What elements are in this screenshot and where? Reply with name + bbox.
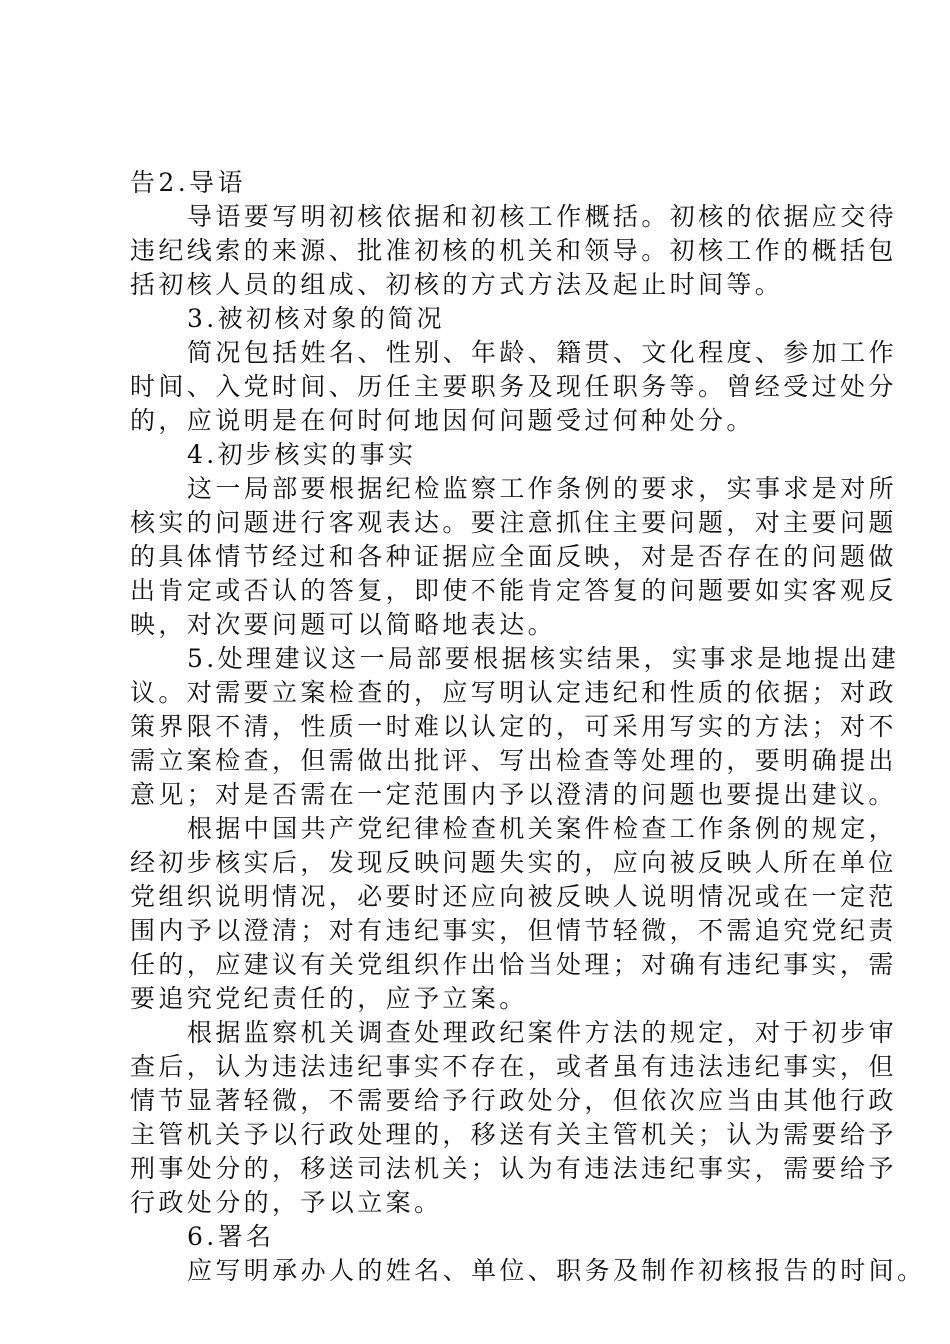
text-line: 策界限不清，性质一时难以认定的，可采用写实的方法；对不 xyxy=(130,712,897,741)
text-line: 违纪线索的来源、批准初核的机关和领导。初核工作的概括包 xyxy=(130,236,897,265)
text-line: 简况包括姓名、性别、年龄、籍贯、文化程度、参加工作 xyxy=(187,338,898,367)
text-line: 查后，认为违法违纪事实不存在，或者虽有违法违纪事实，但 xyxy=(130,1052,897,1081)
text-line: 的，应说明是在何时何地因何问题受过何种处分。 xyxy=(130,406,755,435)
text-line: 需立案检查，但需做出批评、写出检查等处理的，要明确提出 xyxy=(130,746,897,775)
section-heading: 4.初步核实的事实 xyxy=(187,440,417,469)
text-line: 经初步核实后，发现反映问题失实的，应向被反映人所在单位 xyxy=(130,848,897,877)
text-line: 出肯定或否认的答复，即使不能肯定答复的问题要如实客观反 xyxy=(130,576,897,605)
text-line: 映，对次要问题可以简略地表达。 xyxy=(130,610,557,639)
text-line: 党组织说明情况，必要时还应向被反映人说明情况或在一定范 xyxy=(130,882,897,911)
text-line: 根据监察机关调查处理政纪案件方法的规定，对于初步审 xyxy=(187,1018,898,1047)
text-line: 意见；对是否需在一定范围内予以澄清的问题也要提出建议。 xyxy=(130,780,897,809)
section-heading: 5.处理建议这一局部要根据核实结果，实事求是地提出建 xyxy=(187,644,900,673)
text-line: 根据中国共产党纪律检查机关案件检查工作条例的规定， xyxy=(187,814,898,843)
text-line: 围内予以澄清；对有违纪事实，但情节轻微，不需追究党纪责 xyxy=(130,916,897,945)
text-line: 告2.导语 xyxy=(130,168,246,197)
section-heading: 3.被初核对象的简况 xyxy=(187,304,445,333)
text-line: 任的，应建议有关党组织作出恰当处理；对确有违纪事实，需 xyxy=(130,950,897,979)
text-line: 括初核人员的组成、初核的方式方法及起止时间等。 xyxy=(130,270,784,299)
text-line: 情节显著轻微，不需要给予行政处分，但依次应当由其他行政 xyxy=(130,1086,897,1115)
text-line: 这一局部要根据纪检监察工作条例的要求，实事求是对所 xyxy=(187,474,898,503)
section-heading: 6.署名 xyxy=(187,1222,275,1251)
text-line: 主管机关予以行政处理的，移送有关主管机关；认为需要给予 xyxy=(130,1120,897,1149)
text-line: 行政处分的，予以立案。 xyxy=(130,1188,443,1217)
text-line: 核实的问题进行客观表达。要注意抓住主要问题，对主要问题 xyxy=(130,508,897,537)
text-line: 的具体情节经过和各种证据应全面反映，对是否存在的问题做 xyxy=(130,542,897,571)
text-line: 要追究党纪责任的，应予立案。 xyxy=(130,984,528,1013)
text-line: 时间、入党时间、历任主要职务及现任职务等。曾经受过处分 xyxy=(130,372,897,401)
text-line: 议。对需要立案检查的，应写明认定违纪和性质的依据；对政 xyxy=(130,678,897,707)
document-body xyxy=(130,166,926,1288)
text-line: 导语要写明初核依据和初核工作概括。初核的依据应交待 xyxy=(187,202,898,231)
text-line: 刑事处分的，移送司法机关；认为有违法违纪事实，需要给予 xyxy=(130,1154,897,1183)
text-line: 应写明承办人的姓名、单位、职务及制作初核报告的时间。 xyxy=(187,1256,926,1285)
